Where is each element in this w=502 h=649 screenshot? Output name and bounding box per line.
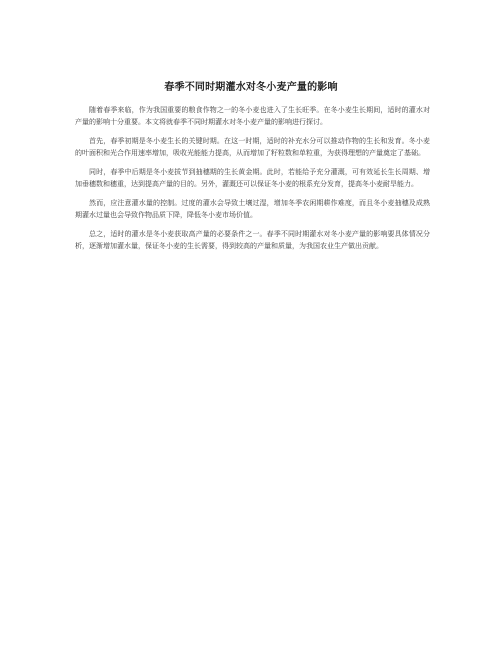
document-body xyxy=(75,105,430,260)
paragraph-1: 随着春季来临，作为我国重要的粮食作物之一的冬小麦也进入了生长旺季。在冬小麦生长期间，适时的灌水对产量的影响十分重要。本文将就春季不同时期灌水对冬小麦产量的影响进行探讨。 xyxy=(75,106,430,126)
paragraph-3: 同时，春季中后期是冬小麦拔节到抽穗期的生长黄金期。此时，若能给予充分灌溉，可有效延长生长周期、增加垂穗数和穗重，达到提高产量的目的。另外，灌溉还可以保证冬小麦的根系充分发育，提高冬小麦耐旱能力。 xyxy=(75,168,430,188)
paragraph-5: 总之，适时的灌水是冬小麦获取高产量的必要条件之一。春季不同时期灌水对冬小麦产量的影响要具体情况分析，逐渐增加灌水量，保证冬小麦的生长需要，得到较高的产量和质量，为我国农业生产做出贡献。 xyxy=(75,230,430,250)
paragraph-4: 然而，应注意灌水量的控制。过度的灌水会导致土壤过湿，增加冬季农闲期耕作难度，而且冬小麦抽穗及成熟期灌水过量也会导致作物品质下降，降低冬小麦市场价值。 xyxy=(75,199,430,219)
paragraph-2: 首先，春季初期是冬小麦生长的关键时期。在这一时期，适时的补充水分可以推动作物的生长和发育。冬小麦的叶面积和光合作用速率增加，吸收光能能力提高，从而增加了籽粒数和单粒重，为获得理想的产量奠定了基础。 xyxy=(75,137,430,157)
document-title: 春季不同时期灌水对冬小麦产量的影响 xyxy=(164,82,338,93)
